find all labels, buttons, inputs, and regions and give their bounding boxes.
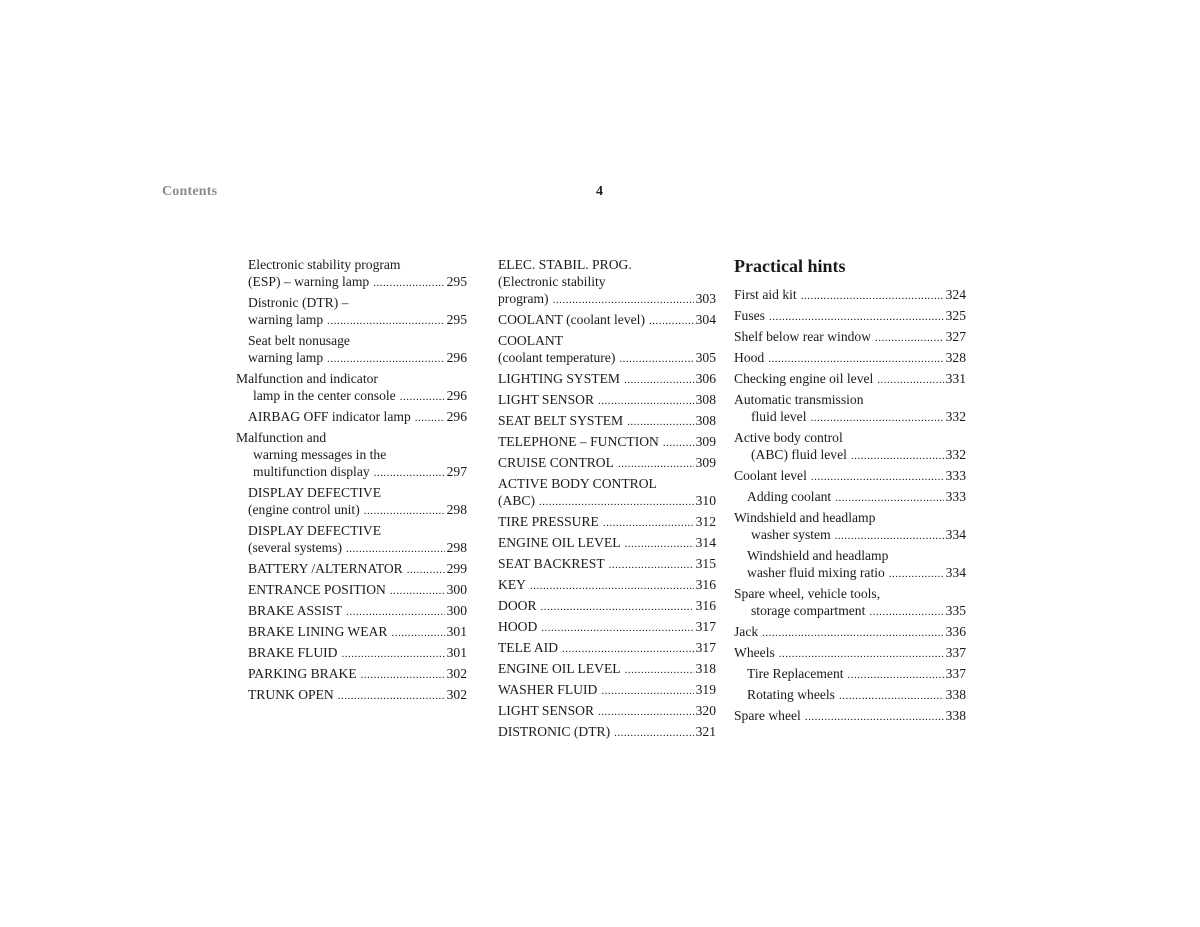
entry-page-number: 338 bbox=[945, 708, 966, 723]
entry-page-number: 306 bbox=[695, 371, 716, 386]
section-header: Contents bbox=[162, 184, 218, 199]
entry-page-number: 298 bbox=[446, 502, 467, 517]
toc-entry[interactable] bbox=[236, 370, 467, 406]
toc-entry[interactable] bbox=[498, 332, 716, 368]
dot-leader bbox=[835, 490, 943, 507]
toc-column-3 bbox=[734, 255, 966, 728]
entry-page-number: 333 bbox=[945, 468, 966, 483]
entry-title: fluid level bbox=[751, 409, 807, 424]
entry-title: (ABC) fluid level bbox=[751, 447, 847, 462]
toc-entry[interactable] bbox=[498, 391, 716, 410]
entry-page-number: 325 bbox=[945, 308, 966, 323]
toc-entry[interactable] bbox=[734, 286, 966, 305]
dot-leader bbox=[851, 448, 944, 465]
toc-entry[interactable] bbox=[498, 256, 716, 309]
entry-title: (ABC) bbox=[498, 493, 536, 508]
dot-leader bbox=[530, 578, 694, 595]
entry-title: Coolant level bbox=[734, 468, 807, 483]
entry-page-number: 328 bbox=[945, 350, 966, 365]
entry-title: Malfunction and bbox=[236, 430, 327, 445]
entry-page-number: 303 bbox=[695, 291, 716, 306]
dot-leader bbox=[361, 667, 445, 684]
toc-column-1 bbox=[236, 256, 467, 707]
dot-leader bbox=[346, 604, 445, 621]
entry-title: Shelf below rear window bbox=[734, 329, 872, 344]
entry-title: BRAKE FLUID bbox=[248, 645, 338, 660]
entry-page-number: 296 bbox=[446, 409, 467, 424]
page-number: 4 bbox=[596, 184, 603, 199]
toc-entry[interactable] bbox=[236, 623, 467, 642]
entry-title: (Electronic stability bbox=[498, 274, 606, 289]
entry-title: Active body control bbox=[734, 430, 843, 445]
toc-entry[interactable] bbox=[734, 349, 966, 368]
entry-page-number: 298 bbox=[446, 540, 467, 555]
entry-page-number: 304 bbox=[695, 312, 716, 327]
dot-leader bbox=[877, 372, 943, 389]
entry-title: (coolant temperature) bbox=[498, 350, 616, 365]
toc-entry[interactable] bbox=[498, 412, 716, 431]
entry-title: LIGHTING SYSTEM bbox=[498, 371, 620, 386]
entry-page-number: 308 bbox=[695, 413, 716, 428]
toc-entry[interactable] bbox=[734, 467, 966, 486]
dot-leader bbox=[769, 309, 944, 326]
dot-leader bbox=[391, 625, 444, 642]
entry-title: ELEC. STABIL. PROG. bbox=[498, 257, 632, 272]
entry-title: DOOR bbox=[498, 598, 537, 613]
entry-page-number: 305 bbox=[695, 350, 716, 365]
entry-page-number: 296 bbox=[446, 350, 467, 365]
dot-leader bbox=[618, 456, 694, 473]
entry-title: multifunction display bbox=[253, 464, 370, 479]
toc-entry[interactable] bbox=[734, 644, 966, 663]
entry-title: warning lamp bbox=[248, 350, 324, 365]
dot-leader bbox=[869, 604, 943, 621]
toc-entry[interactable] bbox=[236, 665, 467, 684]
entry-page-number: 318 bbox=[695, 661, 716, 676]
toc-entry[interactable] bbox=[734, 707, 966, 726]
entry-title: (engine control unit) bbox=[248, 502, 360, 517]
entry-page-number: 312 bbox=[695, 514, 716, 529]
entry-page-number: 295 bbox=[446, 312, 467, 327]
entry-page-number: 333 bbox=[945, 489, 966, 504]
entry-page-number: 321 bbox=[695, 724, 716, 739]
entry-title: TRUNK OPEN bbox=[248, 687, 334, 702]
dot-leader bbox=[649, 313, 694, 330]
toc-entry[interactable] bbox=[498, 597, 716, 616]
entry-title: Malfunction and indicator bbox=[236, 371, 378, 386]
entry-page-number: 331 bbox=[945, 371, 966, 386]
dot-leader bbox=[625, 662, 694, 679]
dot-leader bbox=[625, 536, 694, 553]
entry-title: warning lamp bbox=[248, 312, 324, 327]
dot-leader bbox=[609, 557, 694, 574]
toc-entry[interactable] bbox=[498, 513, 716, 532]
entry-title: AIRBAG OFF indicator lamp bbox=[248, 409, 411, 424]
toc-entry[interactable] bbox=[734, 328, 966, 347]
toc-entry[interactable] bbox=[498, 454, 716, 473]
entry-title: lamp in the center console bbox=[253, 388, 396, 403]
dot-leader bbox=[805, 709, 944, 726]
dot-leader bbox=[811, 410, 944, 427]
dot-leader bbox=[762, 625, 943, 642]
dot-leader bbox=[779, 646, 944, 663]
entry-title: Spare wheel, vehicle tools, bbox=[734, 586, 881, 601]
toc-entry[interactable] bbox=[498, 660, 716, 679]
entry-title: DISPLAY DEFECTIVE bbox=[248, 485, 382, 500]
entry-page-number: 332 bbox=[945, 447, 966, 462]
entry-page-number: 302 bbox=[446, 687, 467, 702]
entry-title: Spare wheel bbox=[734, 708, 801, 723]
entry-title: PARKING BRAKE bbox=[248, 666, 357, 681]
entry-title: Windshield and headlamp bbox=[747, 548, 889, 563]
entry-page-number: 324 bbox=[945, 287, 966, 302]
entry-page-number: 309 bbox=[695, 455, 716, 470]
entry-title: LIGHT SENSOR bbox=[498, 392, 595, 407]
entry-title: LIGHT SENSOR bbox=[498, 703, 595, 718]
dot-leader bbox=[624, 372, 694, 389]
entry-title: Jack bbox=[734, 624, 759, 639]
dot-leader bbox=[889, 566, 944, 583]
entry-title: Automatic transmission bbox=[734, 392, 864, 407]
entry-title: ENGINE OIL LEVEL bbox=[498, 661, 621, 676]
dot-leader bbox=[407, 562, 445, 579]
toc-entry[interactable] bbox=[734, 307, 966, 326]
toc-entry[interactable] bbox=[498, 370, 716, 389]
entry-page-number: 338 bbox=[945, 687, 966, 702]
entry-page-number: 295 bbox=[446, 274, 467, 289]
toc-entry[interactable] bbox=[734, 488, 966, 507]
toc-entry[interactable] bbox=[734, 585, 966, 621]
dot-leader bbox=[619, 351, 693, 368]
entry-page-number: 334 bbox=[945, 527, 966, 542]
entry-title: BRAKE ASSIST bbox=[248, 603, 343, 618]
section-title: Practical hints bbox=[734, 256, 846, 276]
entry-page-number: 300 bbox=[446, 582, 467, 597]
entry-title: warning messages in the bbox=[253, 447, 387, 462]
toc-entry[interactable] bbox=[236, 484, 467, 520]
entry-title: (ESP) – warning lamp bbox=[248, 274, 370, 289]
toc-entry[interactable] bbox=[236, 294, 467, 330]
entry-page-number: 308 bbox=[695, 392, 716, 407]
entry-title: Fuses bbox=[734, 308, 765, 323]
dot-leader bbox=[338, 688, 445, 705]
entry-page-number: 319 bbox=[695, 682, 716, 697]
toc-entry[interactable] bbox=[498, 433, 716, 452]
entry-title: washer fluid mixing ratio bbox=[747, 565, 885, 580]
entry-title: Wheels bbox=[734, 645, 775, 660]
entry-page-number: 317 bbox=[695, 640, 716, 655]
entry-page-number: 320 bbox=[695, 703, 716, 718]
dot-leader bbox=[374, 465, 445, 482]
entry-title: Hood bbox=[734, 350, 765, 365]
toc-entry[interactable] bbox=[236, 429, 467, 482]
entry-page-number: 299 bbox=[446, 561, 467, 576]
entry-title: DISPLAY DEFECTIVE bbox=[248, 523, 382, 538]
entry-title: COOLANT (coolant level) bbox=[498, 312, 645, 327]
entry-title: KEY bbox=[498, 577, 526, 592]
dot-leader bbox=[327, 351, 444, 368]
entry-page-number: 332 bbox=[945, 409, 966, 424]
dot-leader bbox=[601, 683, 693, 700]
dot-leader bbox=[663, 435, 694, 452]
dot-leader bbox=[811, 469, 944, 486]
toc-entry[interactable] bbox=[498, 702, 716, 721]
toc-entry[interactable] bbox=[734, 623, 966, 642]
dot-leader bbox=[553, 292, 694, 309]
dot-leader bbox=[598, 704, 694, 721]
entry-page-number: 334 bbox=[945, 565, 966, 580]
entry-title: Rotating wheels bbox=[747, 687, 835, 702]
toc-entry[interactable] bbox=[498, 681, 716, 700]
entry-title: DISTRONIC (DTR) bbox=[498, 724, 611, 739]
toc-entry[interactable] bbox=[498, 534, 716, 553]
entry-page-number: 314 bbox=[695, 535, 716, 550]
dot-leader bbox=[390, 583, 445, 600]
entry-page-number: 315 bbox=[695, 556, 716, 571]
entry-page-number: 296 bbox=[446, 388, 467, 403]
entry-title: Tire Replacement bbox=[747, 666, 844, 681]
dot-leader bbox=[415, 410, 445, 427]
entry-page-number: 297 bbox=[446, 464, 467, 479]
toc-entry[interactable] bbox=[236, 332, 467, 368]
toc-entry[interactable] bbox=[236, 644, 467, 663]
entry-page-number: 337 bbox=[945, 666, 966, 681]
toc-entry[interactable] bbox=[236, 686, 467, 705]
dot-leader bbox=[848, 667, 944, 684]
entry-title: Electronic stability program bbox=[248, 257, 401, 272]
toc-entry[interactable] bbox=[734, 509, 966, 545]
entry-title: BRAKE LINING WEAR bbox=[248, 624, 388, 639]
dot-leader bbox=[327, 313, 444, 330]
entry-title: storage compartment bbox=[751, 603, 866, 618]
toc-entry[interactable] bbox=[498, 555, 716, 574]
entry-page-number: 336 bbox=[945, 624, 966, 639]
dot-leader bbox=[627, 414, 693, 431]
dot-leader bbox=[541, 620, 693, 637]
toc-entry[interactable] bbox=[498, 723, 716, 742]
entry-title: Checking engine oil level bbox=[734, 371, 874, 386]
dot-leader bbox=[364, 503, 445, 520]
toc-entry[interactable] bbox=[498, 475, 716, 511]
dot-leader bbox=[603, 515, 694, 532]
dot-leader bbox=[539, 494, 694, 511]
dot-leader bbox=[342, 646, 445, 663]
entry-title: Adding coolant bbox=[747, 489, 832, 504]
entry-title: Distronic (DTR) – bbox=[248, 295, 349, 310]
entry-title: Seat belt nonusage bbox=[248, 333, 350, 348]
entry-title: TELEPHONE – FUNCTION bbox=[498, 434, 659, 449]
entry-title: WASHER FLUID bbox=[498, 682, 598, 697]
entry-page-number: 316 bbox=[695, 598, 716, 613]
entry-title: Windshield and headlamp bbox=[734, 510, 876, 525]
entry-page-number: 310 bbox=[695, 493, 716, 508]
toc-entry[interactable] bbox=[734, 429, 966, 465]
dot-leader bbox=[839, 688, 944, 705]
entry-page-number: 302 bbox=[446, 666, 467, 681]
entry-title: program) bbox=[498, 291, 549, 306]
dot-leader bbox=[835, 528, 944, 545]
entry-title: washer system bbox=[751, 527, 831, 542]
toc-entry[interactable] bbox=[236, 408, 467, 427]
entry-page-number: 309 bbox=[695, 434, 716, 449]
entry-page-number: 301 bbox=[446, 624, 467, 639]
entry-title: (several systems) bbox=[248, 540, 342, 555]
entry-page-number: 316 bbox=[695, 577, 716, 592]
entry-title: First aid kit bbox=[734, 287, 797, 302]
toc-column-2 bbox=[498, 256, 716, 744]
entry-title: ENGINE OIL LEVEL bbox=[498, 535, 621, 550]
dot-leader bbox=[562, 641, 694, 658]
toc-entry[interactable] bbox=[236, 560, 467, 579]
dot-leader bbox=[598, 393, 694, 410]
toc-entry[interactable] bbox=[734, 665, 966, 684]
dot-leader bbox=[346, 541, 445, 558]
dot-leader bbox=[614, 725, 693, 742]
toc-entry[interactable] bbox=[498, 618, 716, 637]
entry-title: ACTIVE BODY CONTROL bbox=[498, 476, 657, 491]
toc-entry[interactable] bbox=[236, 522, 467, 558]
entry-page-number: 327 bbox=[945, 329, 966, 344]
toc-entry[interactable] bbox=[236, 581, 467, 600]
toc-entry[interactable] bbox=[498, 311, 716, 330]
toc-entry[interactable] bbox=[734, 686, 966, 705]
entry-page-number: 337 bbox=[945, 645, 966, 660]
toc-entry[interactable] bbox=[236, 602, 467, 621]
dot-leader bbox=[373, 275, 444, 292]
entry-title: ENTRANCE POSITION bbox=[248, 582, 386, 597]
entry-page-number: 301 bbox=[446, 645, 467, 660]
entry-title: HOOD bbox=[498, 619, 538, 634]
toc-entry[interactable] bbox=[734, 547, 966, 583]
entry-title: COOLANT bbox=[498, 333, 563, 348]
entry-title: TELE AID bbox=[498, 640, 559, 655]
toc-entry[interactable] bbox=[734, 391, 966, 427]
entry-page-number: 300 bbox=[446, 603, 467, 618]
dot-leader bbox=[801, 288, 944, 305]
dot-leader bbox=[875, 330, 944, 347]
entry-title: SEAT BELT SYSTEM bbox=[498, 413, 624, 428]
entry-page-number: 317 bbox=[695, 619, 716, 634]
toc-entry[interactable] bbox=[498, 576, 716, 595]
entry-page-number: 335 bbox=[945, 603, 966, 618]
entry-title: CRUISE CONTROL bbox=[498, 455, 614, 470]
entry-title: SEAT BACKREST bbox=[498, 556, 605, 571]
dot-leader bbox=[541, 599, 694, 616]
dot-leader bbox=[400, 389, 445, 406]
toc-entry[interactable] bbox=[734, 370, 966, 389]
toc-entry[interactable] bbox=[498, 639, 716, 658]
dot-leader bbox=[768, 351, 943, 368]
entry-title: TIRE PRESSURE bbox=[498, 514, 599, 529]
toc-entry[interactable] bbox=[236, 256, 467, 292]
entry-title: BATTERY /ALTERNATOR bbox=[248, 561, 403, 576]
